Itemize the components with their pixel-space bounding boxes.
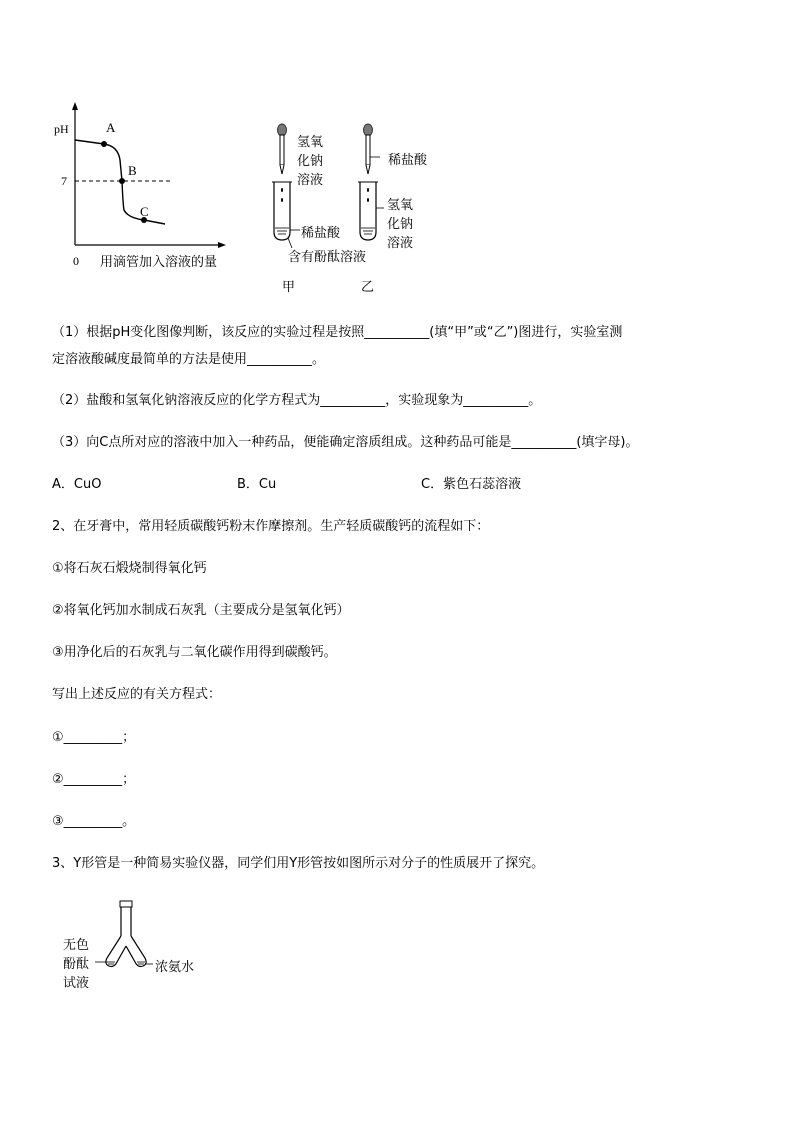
point-b-marker bbox=[119, 178, 125, 184]
q1-line-4: （3）向C点所对应的溶液中加入一种药品，便能确定溶质组成。这种药品可能是__________(填字母)。 bbox=[52, 435, 639, 450]
q3-left-label-1: 无色 bbox=[63, 938, 90, 953]
q2-blank-1: ①_________； bbox=[52, 730, 136, 745]
yi-tube-label-3: 溶液 bbox=[387, 236, 414, 251]
point-c-label: C bbox=[140, 204, 149, 219]
point-b-label: B bbox=[128, 163, 137, 178]
dropper-jia bbox=[278, 124, 287, 174]
q1-line-1: （1）根据pH变化图像判断，该反应的实验过程是按照__________(填“甲”或“乙”)图进行，实验室测 bbox=[52, 325, 623, 340]
q2-blank-2: ②_________； bbox=[52, 772, 136, 787]
jia-dropper-label-2: 化钠 bbox=[297, 154, 324, 169]
q1-line-2: 定溶液酸碱度最简单的方法是使用__________。 bbox=[52, 352, 326, 367]
q3-stem: 3、Y形管是一种简易实验仪器，同学们用Y形管按如图所示对分子的性质展开了探究。 bbox=[52, 856, 545, 871]
test-tube-yi bbox=[358, 182, 384, 240]
jia-dropper-label-3: 溶液 bbox=[297, 173, 324, 188]
yi-dropper-label: 稀盐酸 bbox=[388, 153, 428, 168]
y-axis-arrow bbox=[72, 102, 78, 110]
q1-option-a: A．CuO bbox=[52, 477, 102, 492]
q2-step-1: ①将石灰石煅烧制得氧化钙 bbox=[52, 561, 207, 576]
jia-tube-label: 稀盐酸 bbox=[301, 226, 341, 241]
q2-step-3: ③用净化后的石灰乳与二氧化碳作用得到碳酸钙。 bbox=[52, 645, 337, 660]
jia-bottom-label: 含有酚酞溶液 bbox=[288, 250, 367, 265]
yi-tube-label-2: 化钠 bbox=[387, 217, 414, 232]
jia-caption: 甲 bbox=[282, 280, 296, 295]
q2-prompt: 写出上述反应的有关方程式： bbox=[52, 687, 222, 702]
ph7-tick-label: 7 bbox=[61, 174, 67, 188]
q2-stem: 2、在牙膏中，常用轻质碳酸钙粉末作摩擦剂。生产轻质碳酸钙的流程如下： bbox=[52, 519, 490, 534]
q1-option-c: C．紫色石蕊溶液 bbox=[421, 477, 522, 492]
yi-caption: 乙 bbox=[361, 280, 375, 295]
dropper-yi bbox=[364, 124, 381, 174]
q1-line-3: （2）盐酸和氢氧化钠溶液反应的化学方程式为__________，实验现象为__________。 bbox=[52, 393, 542, 408]
point-a-label: A bbox=[106, 120, 116, 135]
titration-apparatus bbox=[262, 120, 452, 295]
q3-right-label: 浓氨水 bbox=[155, 960, 195, 975]
q3-left-label-3: 试液 bbox=[63, 976, 90, 991]
x-axis-arrow bbox=[218, 242, 226, 248]
q1-option-b: B．Cu bbox=[237, 477, 277, 492]
q3-left-label-2: 酚酞 bbox=[63, 957, 90, 972]
jia-dropper-label-1: 氢氧 bbox=[297, 135, 324, 150]
ph-axis-label: pH bbox=[54, 122, 69, 136]
test-tube-jia bbox=[272, 182, 300, 248]
ph-graph bbox=[50, 100, 240, 275]
origin-label: 0 bbox=[73, 254, 79, 268]
q2-blank-3: ③_________。 bbox=[52, 814, 136, 829]
yi-tube-label-1: 氢氧 bbox=[387, 198, 414, 213]
q2-step-2: ②将氧化钙加水制成石灰乳（主要成分是氢氧化钙） bbox=[52, 603, 350, 618]
point-a-marker bbox=[101, 141, 107, 147]
x-axis-label: 用滴管加入溶液的量 bbox=[100, 255, 218, 270]
